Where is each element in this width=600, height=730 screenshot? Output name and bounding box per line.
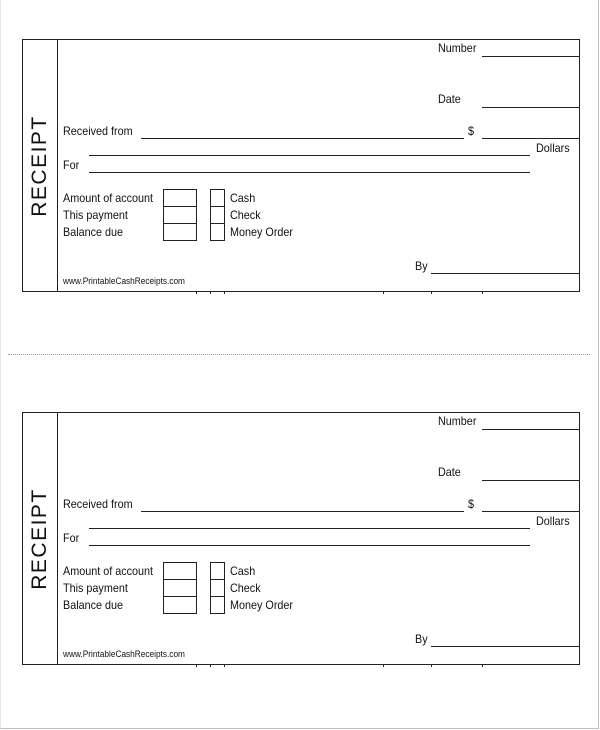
number-label: Number — [438, 414, 477, 428]
check-checkbox[interactable] — [210, 579, 225, 597]
number-field[interactable] — [482, 429, 579, 430]
website-url: www.PrintableCashReceipts.com — [63, 276, 185, 286]
this-payment-label: This payment — [63, 208, 128, 222]
received-from-label: Received from — [63, 124, 133, 138]
tick-mark — [431, 291, 432, 294]
for-label: For — [63, 531, 80, 545]
tick-mark — [431, 664, 432, 667]
received-from-label: Received from — [63, 497, 133, 511]
date-field[interactable] — [482, 480, 579, 481]
dollar-sign: $ — [468, 124, 475, 138]
money-order-checkbox[interactable] — [210, 223, 225, 241]
balance-due-label: Balance due — [63, 598, 124, 612]
number-label: Number — [438, 41, 477, 55]
date-label: Date — [438, 465, 461, 479]
amount-in-words-field[interactable] — [89, 528, 530, 529]
this-payment-label: This payment — [63, 581, 128, 595]
cash-checkbox[interactable] — [210, 189, 225, 207]
website-url: www.PrintableCashReceipts.com — [63, 649, 185, 659]
tick-mark — [482, 664, 483, 667]
tick-mark — [224, 664, 225, 667]
money-order-checkbox[interactable] — [210, 596, 225, 614]
amount-of-account-label: Amount of account — [63, 564, 154, 578]
amount-field[interactable] — [482, 511, 579, 512]
date-label: Date — [438, 92, 461, 106]
received-from-field[interactable] — [141, 511, 464, 512]
for-label: For — [63, 158, 80, 172]
amount-field[interactable] — [482, 138, 579, 139]
for-field[interactable] — [89, 172, 530, 173]
dollars-label: Dollars — [536, 141, 570, 155]
balance-due-label: Balance due — [63, 225, 124, 239]
amount-of-account-box[interactable] — [163, 189, 197, 207]
amount-of-account-box[interactable] — [163, 562, 197, 580]
by-field[interactable] — [431, 273, 579, 274]
dollar-sign: $ — [468, 497, 475, 511]
balance-due-box[interactable] — [163, 596, 197, 614]
tick-mark — [224, 291, 225, 294]
check-checkbox[interactable] — [210, 206, 225, 224]
money-order-label: Money Order — [230, 225, 294, 239]
amount-of-account-label: Amount of account — [63, 191, 154, 205]
balance-due-box[interactable] — [163, 223, 197, 241]
amount-in-words-field[interactable] — [89, 155, 530, 156]
for-field[interactable] — [89, 545, 530, 546]
tick-mark — [210, 664, 211, 667]
by-label: By — [415, 632, 428, 646]
this-payment-box[interactable] — [163, 579, 197, 597]
receipt-side-panel — [23, 413, 58, 664]
check-label: Check — [230, 581, 261, 595]
check-label: Check — [230, 208, 261, 222]
this-payment-box[interactable] — [163, 206, 197, 224]
number-field[interactable] — [482, 56, 579, 57]
receipt-2 — [22, 412, 580, 665]
tick-mark — [383, 291, 384, 294]
cut-line — [8, 354, 590, 355]
money-order-label: Money Order — [230, 598, 294, 612]
by-field[interactable] — [431, 646, 579, 647]
dollars-label: Dollars — [536, 514, 570, 528]
receipt-side-title: RECEIPT — [28, 487, 51, 590]
received-from-field[interactable] — [141, 138, 464, 139]
receipt-side-title: RECEIPT — [28, 114, 51, 217]
tick-mark — [196, 291, 197, 294]
tick-mark — [383, 664, 384, 667]
tick-mark — [482, 291, 483, 294]
cash-label: Cash — [230, 564, 256, 578]
tick-mark — [196, 664, 197, 667]
cash-checkbox[interactable] — [210, 562, 225, 580]
cash-label: Cash — [230, 191, 256, 205]
receipt-side-panel — [23, 40, 58, 291]
tick-mark — [210, 291, 211, 294]
by-label: By — [415, 259, 428, 273]
receipt-1 — [22, 39, 580, 292]
date-field[interactable] — [482, 107, 579, 108]
